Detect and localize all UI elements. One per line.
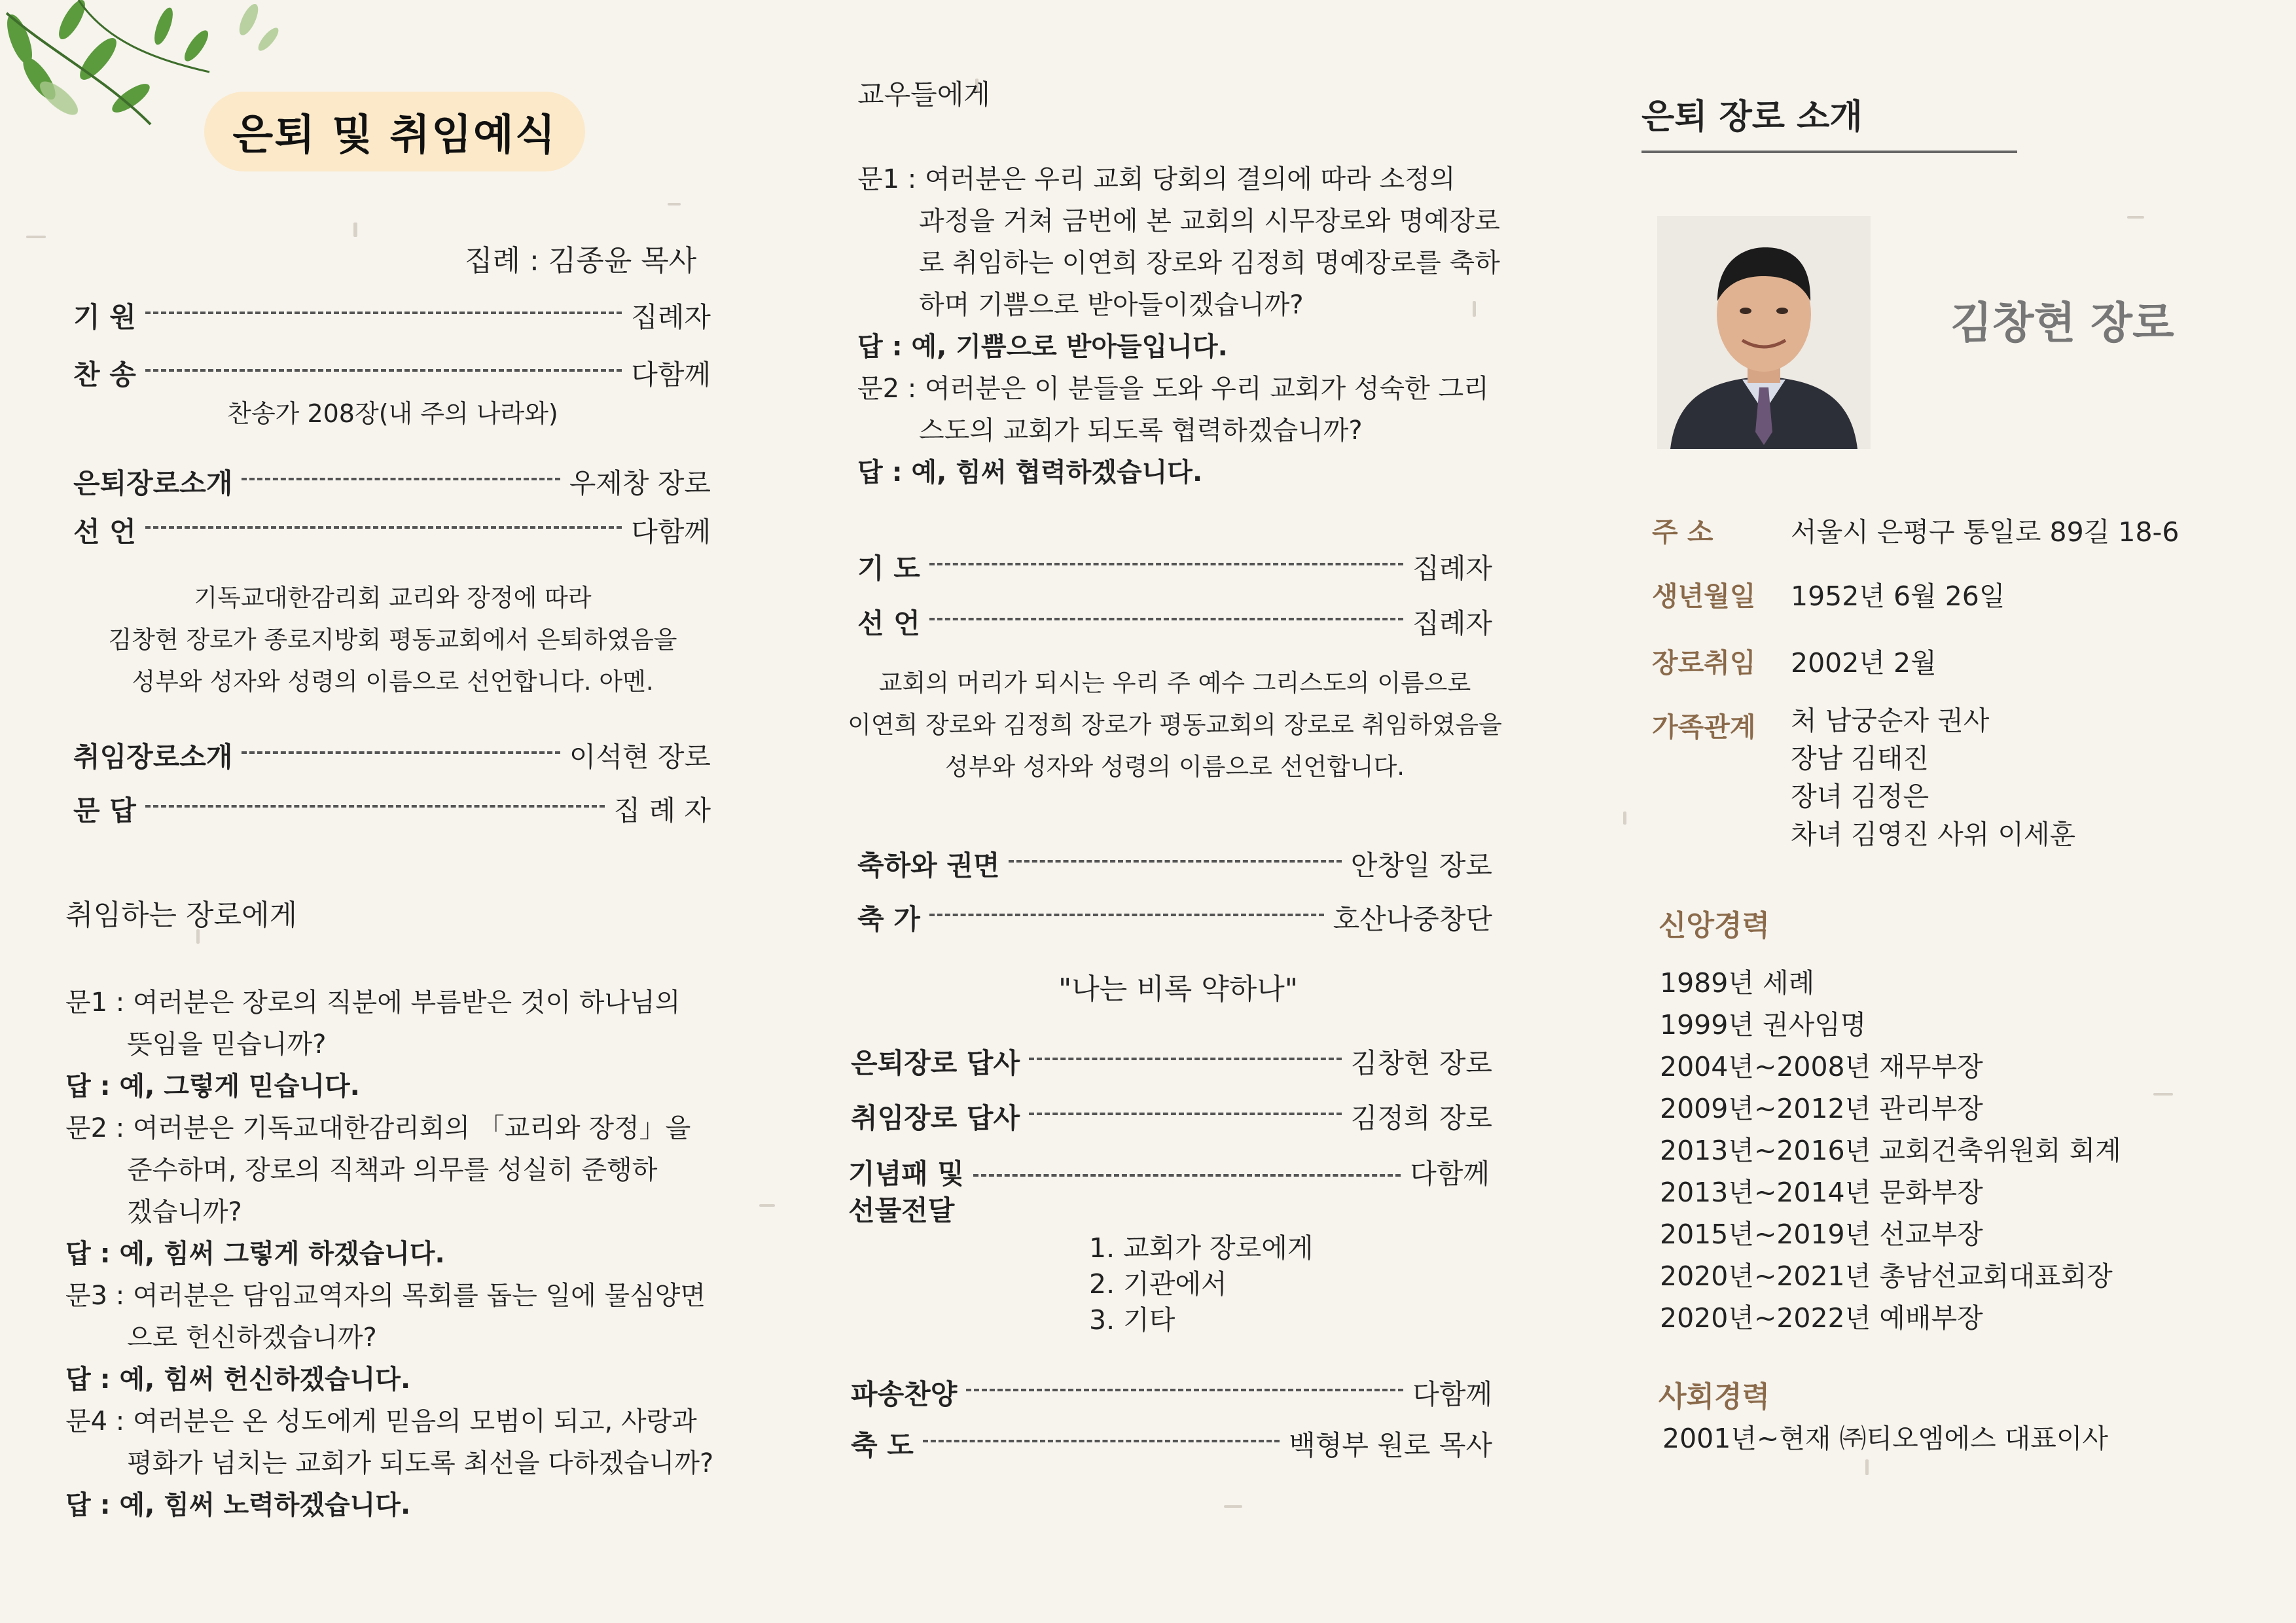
faith-heading: 신앙경력 xyxy=(1659,909,1770,942)
qa-answer xyxy=(857,326,1500,368)
item-value: 다함께 xyxy=(1412,1378,1492,1410)
info-row xyxy=(1652,575,2005,613)
song-title: "나는 비록 약하나" xyxy=(1058,972,1298,1006)
program-item xyxy=(851,1097,1492,1136)
list-item: 1. 교회가 장로에게 xyxy=(1089,1232,1314,1264)
item-value: 호산나중창단 xyxy=(1333,903,1492,935)
qa-line xyxy=(857,368,1500,410)
info-row xyxy=(1652,510,2179,549)
qa-text: 하며 기쁨으로 받아들이겠습니까? xyxy=(919,290,1304,320)
qa-text: 예, 힘써 협력하겠습니다. xyxy=(911,457,1203,488)
qa-text: 과정을 거쳐 금번에 본 교회의 시무장로와 명예장로 xyxy=(919,206,1500,236)
qa-answer xyxy=(857,452,1500,493)
bio-heading: 은퇴 장로 소개 xyxy=(1641,98,1863,137)
qa-prefix: 문1 : xyxy=(65,988,133,1018)
info-value: 1952년 6월 26일 xyxy=(1791,580,2005,612)
item-label-line: 선물전달 xyxy=(848,1194,955,1226)
qa-text: 준수하며, 장로의 직책과 의무를 성실히 준행하 xyxy=(127,1155,658,1185)
program-item xyxy=(73,462,711,501)
list-item: 차녀 김영진 사위 이세훈 xyxy=(1791,819,2076,850)
program-item xyxy=(73,296,711,335)
qa-prefix: 답 : xyxy=(857,332,912,362)
program-item xyxy=(73,789,711,829)
paper-fleck xyxy=(759,1204,775,1207)
info-row xyxy=(1652,641,1937,680)
qa-prefix: 답 : xyxy=(65,1364,120,1395)
item-label: 선 언 xyxy=(73,516,136,548)
dotted-leader xyxy=(929,618,1404,620)
item-value: 집 례 자 xyxy=(613,794,711,827)
item-value: 집례자 xyxy=(1412,552,1492,584)
item-label: 은퇴장로소개 xyxy=(73,467,233,499)
officiant: 집례 : 김종윤 목사 xyxy=(465,244,697,277)
list-item: 장녀 김정은 xyxy=(1791,781,1929,812)
qa-text: 여러분은 담임교역자의 목회를 돕는 일에 물심양면 xyxy=(133,1281,706,1311)
info-value: 2002년 2월 xyxy=(1791,647,1937,679)
dotted-leader xyxy=(973,1174,1401,1177)
item-value: 안창일 장로 xyxy=(1350,849,1492,882)
dotted-leader xyxy=(242,751,560,754)
item-label: 파송찬양 xyxy=(851,1378,958,1410)
congregation-heading: 교우들에게 xyxy=(857,79,990,111)
declaration-line: 김창현 장로가 종로지방회 평동교회에서 은퇴하였음을 xyxy=(108,626,677,654)
heading-underline xyxy=(1641,151,2017,153)
qa-line xyxy=(65,1107,713,1149)
qa-text: 여러분은 기독교대한감리회의 「교리와 장정」을 xyxy=(133,1113,691,1143)
family-list xyxy=(1791,702,2075,853)
page-title: 은퇴 및 취임예식 xyxy=(204,92,585,171)
declaration-line: 성부와 성자와 성령의 이름으로 선언합니다. xyxy=(944,753,1405,781)
dotted-leader xyxy=(145,369,622,372)
list-item: 2020년~2022년 예배부장 xyxy=(1660,1302,1983,1334)
qa-line xyxy=(65,1400,713,1442)
qa-answer xyxy=(65,1484,713,1526)
item-label: 취임장로 답사 xyxy=(851,1102,1020,1134)
list-item: 2020년~2021년 총남선교회대표회장 xyxy=(1660,1260,2113,1292)
info-key: 장로취임 xyxy=(1652,647,1756,679)
paper-fleck xyxy=(1224,1505,1242,1508)
qa-prefix: 문4 : xyxy=(65,1406,133,1436)
item-value: 집례자 xyxy=(1412,607,1492,639)
faith-list xyxy=(1660,962,2121,1339)
qa-heading: 취임하는 장로에게 xyxy=(65,899,298,932)
list-item: 2013년~2014년 문화부장 xyxy=(1660,1177,1983,1208)
qa-prefix: 문2 : xyxy=(857,374,925,404)
qa-text: 겠습니까? xyxy=(127,1197,242,1227)
list-item: 2004년~2008년 재무부장 xyxy=(1660,1051,1983,1082)
social-list xyxy=(1662,1418,2108,1459)
item-label: 문 답 xyxy=(73,794,136,827)
item-value: 김창현 장로 xyxy=(1350,1047,1492,1079)
elder-name: 김창현 장로 xyxy=(1950,298,2174,348)
qa-line xyxy=(65,982,713,1024)
qa-text: 예, 그렇게 믿습니다. xyxy=(119,1071,360,1101)
item-label: 기 도 xyxy=(857,552,920,584)
qa-prefix: 답 : xyxy=(857,457,912,488)
program-item xyxy=(851,1042,1492,1081)
paper-fleck xyxy=(668,203,681,205)
qa-prefix: 문3 : xyxy=(65,1281,133,1311)
qa-line xyxy=(65,1275,713,1317)
qa-answer xyxy=(65,1359,713,1400)
qa-line xyxy=(65,1442,713,1484)
list-item: 2009년~2012년 관리부장 xyxy=(1660,1093,1983,1124)
declaration-line: 교회의 머리가 되시는 우리 주 예수 그리스도의 이름으로 xyxy=(878,669,1471,697)
qa-line xyxy=(857,158,1500,200)
paper-fleck xyxy=(2153,1093,2173,1096)
plaque-list xyxy=(1089,1230,1313,1338)
info-value: 서울시 은평구 통일로 89길 18-6 xyxy=(1791,516,2179,548)
program-item xyxy=(857,844,1492,883)
dotted-leader xyxy=(929,914,1324,916)
item-label: 취임장로소개 xyxy=(73,741,233,773)
qa-text: 로 취임하는 이연희 장로와 김정희 명예장로를 축하 xyxy=(919,248,1500,278)
installation-declaration xyxy=(838,662,1512,788)
program-item xyxy=(73,510,711,550)
item-value: 백형부 원로 목사 xyxy=(1289,1429,1492,1461)
qa-text: 여러분은 장로의 직분에 부름받은 것이 하나님의 xyxy=(133,988,681,1018)
list-item: 장남 김태진 xyxy=(1791,743,1929,774)
item-label: 선 언 xyxy=(857,607,920,639)
qa-prefix: 답 : xyxy=(65,1071,120,1101)
dotted-leader xyxy=(923,1440,1280,1442)
list-item: 3. 기타 xyxy=(1089,1304,1175,1336)
retirement-declaration xyxy=(65,577,720,703)
program-item xyxy=(851,1424,1492,1463)
info-key: 생년월일 xyxy=(1652,580,1756,612)
item-label xyxy=(848,1156,964,1229)
family-row xyxy=(1652,705,2075,853)
paper-fleck xyxy=(2127,216,2144,219)
qa-text: 예, 기쁨으로 받아들입니다. xyxy=(911,332,1228,362)
program-item xyxy=(851,1373,1492,1412)
paper-fleck xyxy=(1623,812,1626,825)
qa-text: 예, 힘써 노력하겠습니다. xyxy=(119,1490,411,1520)
qa-line xyxy=(65,1149,713,1191)
dotted-leader xyxy=(145,312,622,314)
qa-line xyxy=(857,242,1500,284)
item-value: 이석현 장로 xyxy=(569,741,711,773)
item-value: 다함께 xyxy=(631,516,711,548)
item-value: 다함께 xyxy=(631,359,711,391)
dotted-leader xyxy=(966,1389,1403,1391)
qa-text: 여러분은 온 성도에게 믿음의 모범이 되고, 사랑과 xyxy=(133,1406,697,1436)
item-label: 기 원 xyxy=(73,301,136,333)
item-value: 다함께 xyxy=(1410,1158,1490,1190)
qa-text: 평화가 넘치는 교회가 되도록 최선을 다하겠습니까? xyxy=(127,1448,714,1478)
dotted-leader xyxy=(1029,1058,1342,1060)
qa-text: 스도의 교회가 되도록 협력하겠습니까? xyxy=(919,416,1363,446)
dotted-leader xyxy=(929,563,1404,565)
dotted-leader xyxy=(145,805,605,808)
qa-text: 여러분은 우리 교회 당회의 결의에 따라 소정의 xyxy=(925,164,1456,194)
paper-fleck xyxy=(26,236,46,238)
elder-qa xyxy=(65,982,713,1526)
qa-line xyxy=(65,1191,713,1233)
hymn-title: 찬송가 208장(내 주의 나라와) xyxy=(227,399,558,428)
paper-fleck xyxy=(353,223,357,237)
qa-answer xyxy=(65,1065,713,1107)
item-label: 축하와 권면 xyxy=(857,849,1000,882)
qa-text: 예, 힘써 그렇게 하겠습니다. xyxy=(119,1239,445,1269)
qa-prefix: 문1 : xyxy=(857,164,925,194)
declaration-line: 이연희 장로와 김정희 장로가 평동교회의 장로로 취임하였음을 xyxy=(848,711,1502,739)
list-item: 2001년~현재 ㈜티오엠에스 대표이사 xyxy=(1662,1423,2109,1454)
item-value: 집례자 xyxy=(631,301,711,333)
paper-fleck xyxy=(1865,1459,1869,1475)
qa-line xyxy=(857,410,1500,452)
declaration-line: 성부와 성자와 성령의 이름으로 선언합니다. 아멘. xyxy=(132,668,654,696)
program-item xyxy=(857,547,1492,586)
program-item xyxy=(857,898,1492,937)
qa-prefix: 답 : xyxy=(65,1239,120,1269)
qa-text: 예, 힘써 헌신하겠습니다. xyxy=(119,1364,411,1395)
program-item xyxy=(73,736,711,775)
qa-text: 으로 헌신하겠습니까? xyxy=(127,1323,377,1353)
item-label: 축 가 xyxy=(857,903,920,935)
item-label: 은퇴장로 답사 xyxy=(851,1047,1020,1079)
list-item: 1999년 권사임명 xyxy=(1660,1009,1867,1041)
item-value: 우제창 장로 xyxy=(569,467,711,499)
program-item xyxy=(857,602,1492,641)
dotted-leader xyxy=(145,526,622,529)
item-label-line: 기념패 및 xyxy=(848,1158,964,1190)
qa-text: 여러분은 이 분들을 도와 우리 교회가 성숙한 그리 xyxy=(925,374,1489,404)
declaration-line: 기독교대한감리회 교리와 장정에 따라 xyxy=(194,584,592,612)
list-item: 2013년~2016년 교회건축위원회 회계 xyxy=(1660,1135,2121,1166)
qa-line xyxy=(857,200,1500,242)
info-key: 가족관계 xyxy=(1652,711,1756,743)
dotted-leader xyxy=(1029,1113,1342,1115)
social-heading: 사회경력 xyxy=(1659,1380,1770,1414)
qa-prefix: 문2 : xyxy=(65,1113,133,1143)
qa-prefix: 답 : xyxy=(65,1490,120,1520)
program-item-plaque xyxy=(848,1156,1490,1229)
item-label: 찬 송 xyxy=(73,359,136,391)
program-item xyxy=(73,353,711,393)
list-item: 2. 기관에서 xyxy=(1089,1268,1227,1300)
list-item: 처 남궁순자 권사 xyxy=(1791,705,1990,736)
item-label: 축 도 xyxy=(851,1429,914,1461)
item-value: 김정희 장로 xyxy=(1350,1102,1492,1134)
list-item: 1989년 세례 xyxy=(1660,967,1815,999)
qa-text: 뜻임을 믿습니까? xyxy=(127,1029,327,1060)
congregation-qa xyxy=(857,158,1500,493)
list-item: 2015년~2019년 선교부장 xyxy=(1660,1219,1983,1250)
info-key: 주 소 xyxy=(1652,516,1713,548)
qa-line xyxy=(65,1317,713,1359)
dotted-leader xyxy=(1009,860,1341,863)
qa-line xyxy=(857,284,1500,326)
qa-line xyxy=(65,1024,713,1065)
qa-answer xyxy=(65,1233,713,1275)
dotted-leader xyxy=(242,478,560,480)
elder-portrait-photo xyxy=(1657,216,1871,449)
